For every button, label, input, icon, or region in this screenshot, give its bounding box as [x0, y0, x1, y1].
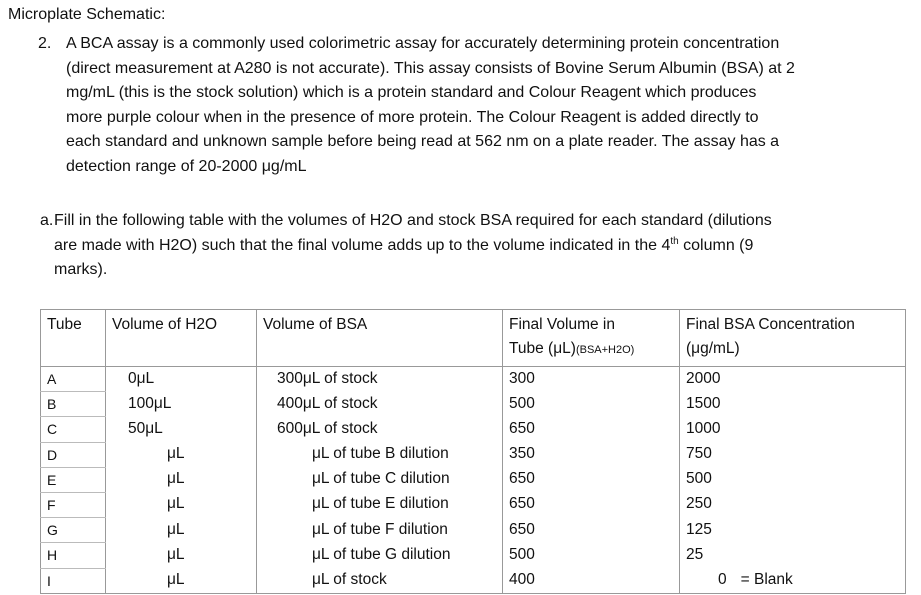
table-row: [41, 442, 906, 467]
subquestion-number: a.: [40, 212, 54, 229]
cell-final-volume: 650: [503, 492, 680, 517]
cell-final-concentration: 125: [680, 518, 906, 543]
question-line: A BCA assay is a commonly used colorimetric assay for accurately determining protein concentration: [66, 35, 780, 52]
cell-tube: E: [41, 467, 106, 492]
blank-note: = Blank: [740, 571, 793, 588]
cell-final-volume: 650: [503, 417, 680, 442]
cell-final-concentration: 500: [680, 467, 906, 492]
superscript: th: [670, 235, 679, 247]
table-row: [41, 392, 906, 417]
cell-tube: I: [41, 568, 106, 593]
cell-tube: F: [41, 492, 106, 517]
cell-tube: C: [41, 417, 106, 442]
cell-h2o: μL: [106, 467, 257, 492]
cell-final-volume: 650: [503, 518, 680, 543]
cell-bsa: μL of tube E dilution: [257, 492, 503, 517]
table-header-row: [41, 310, 906, 367]
cell-tube: A: [41, 367, 106, 392]
cell-bsa: 300μL of stock: [257, 367, 503, 392]
question-text: [66, 32, 908, 179]
cell-h2o: μL: [106, 442, 257, 467]
subquestion-text: [54, 209, 906, 283]
dilution-table: [40, 309, 906, 594]
subquestion-line: [54, 234, 906, 259]
cell-h2o: 0μL: [106, 367, 257, 392]
table-row: [41, 467, 906, 492]
cell-h2o: 100μL: [106, 392, 257, 417]
subquestion-a: [40, 209, 906, 283]
header-bsa: Volume of BSA: [257, 310, 503, 367]
cell-bsa: μL of stock: [257, 568, 503, 593]
cell-final-volume: 300: [503, 367, 680, 392]
cell-final-volume: 650: [503, 467, 680, 492]
question-line: mg/mL (this is the stock solution) which is a protein standard and Colour Reagent which produces: [66, 84, 757, 101]
cell-final-concentration: 2000: [680, 367, 906, 392]
blank-concentration-value: 0: [718, 571, 727, 588]
table-row: [41, 543, 906, 568]
cell-tube: B: [41, 392, 106, 417]
cell-final-volume: 350: [503, 442, 680, 467]
question-number: 2.: [38, 35, 52, 52]
table-row: [41, 492, 906, 517]
table-row: [41, 367, 906, 392]
header-final-volume-line2: [509, 337, 673, 362]
cell-final-concentration: 1000: [680, 417, 906, 442]
table-row: [41, 568, 906, 593]
question-line: more purple colour when in the presence of more protein. The Colour Reagent is added directly to: [66, 108, 759, 126]
page-heading: Microplate Schematic:: [8, 6, 166, 23]
header-final-volume-unit: Tube (μL): [509, 340, 576, 357]
question-2: [38, 32, 908, 179]
cell-final-concentration: 1500: [680, 392, 906, 417]
table-row: [41, 417, 906, 442]
header-tube: Tube: [41, 310, 106, 367]
cell-final-volume: 400: [503, 568, 680, 593]
cell-h2o: μL: [106, 543, 257, 568]
cell-final-concentration: 750: [680, 442, 906, 467]
subquestion-line: Fill in the following table with the volumes of H2O and stock BSA required for each standard (dilutions: [54, 212, 772, 229]
cell-tube: D: [41, 442, 106, 467]
cell-h2o: μL: [106, 492, 257, 517]
cell-final-volume: 500: [503, 543, 680, 568]
cell-final-concentration: [680, 568, 906, 593]
cell-bsa: μL of tube B dilution: [257, 442, 503, 467]
header-final-concentration-line2: (μg/mL): [686, 340, 740, 357]
cell-bsa: μL of tube C dilution: [257, 467, 503, 492]
cell-final-concentration: 250: [680, 492, 906, 517]
cell-bsa: 600μL of stock: [257, 417, 503, 442]
subquestion-text-part: column (9: [678, 236, 754, 254]
header-final-concentration: [680, 310, 906, 367]
header-h2o: Volume of H2O: [106, 310, 257, 367]
header-final-volume: [503, 310, 680, 367]
cell-h2o: 50μL: [106, 417, 257, 442]
header-final-volume-note: (BSA+H2O): [575, 344, 635, 356]
question-line: detection range of 20-2000 μg/mL: [66, 157, 307, 175]
header-final-concentration-line1: Final BSA Concentration: [686, 316, 855, 333]
cell-final-volume: 500: [503, 392, 680, 417]
table-row: [41, 518, 906, 543]
cell-h2o: μL: [106, 518, 257, 543]
question-line: (direct measurement at A280 is not accurate). This assay consists of Bovine Serum Albumin (BSA) at 2: [66, 59, 795, 77]
cell-final-concentration: 25: [680, 543, 906, 568]
question-line: each standard and unknown sample before being read at 562 nm on a plate reader. The assay has a: [66, 133, 780, 150]
subquestion-line: marks).: [54, 261, 108, 278]
subquestion-text-part: are made with H2O) such that the final volume adds up to the volume indicated in the 4: [54, 236, 671, 254]
cell-bsa: μL of tube G dilution: [257, 543, 503, 568]
cell-tube: G: [41, 518, 106, 543]
cell-bsa: μL of tube F dilution: [257, 518, 503, 543]
cell-h2o: μL: [106, 568, 257, 593]
cell-bsa: 400μL of stock: [257, 392, 503, 417]
header-final-volume-line1: Final Volume in: [509, 316, 615, 333]
cell-tube: H: [41, 543, 106, 568]
